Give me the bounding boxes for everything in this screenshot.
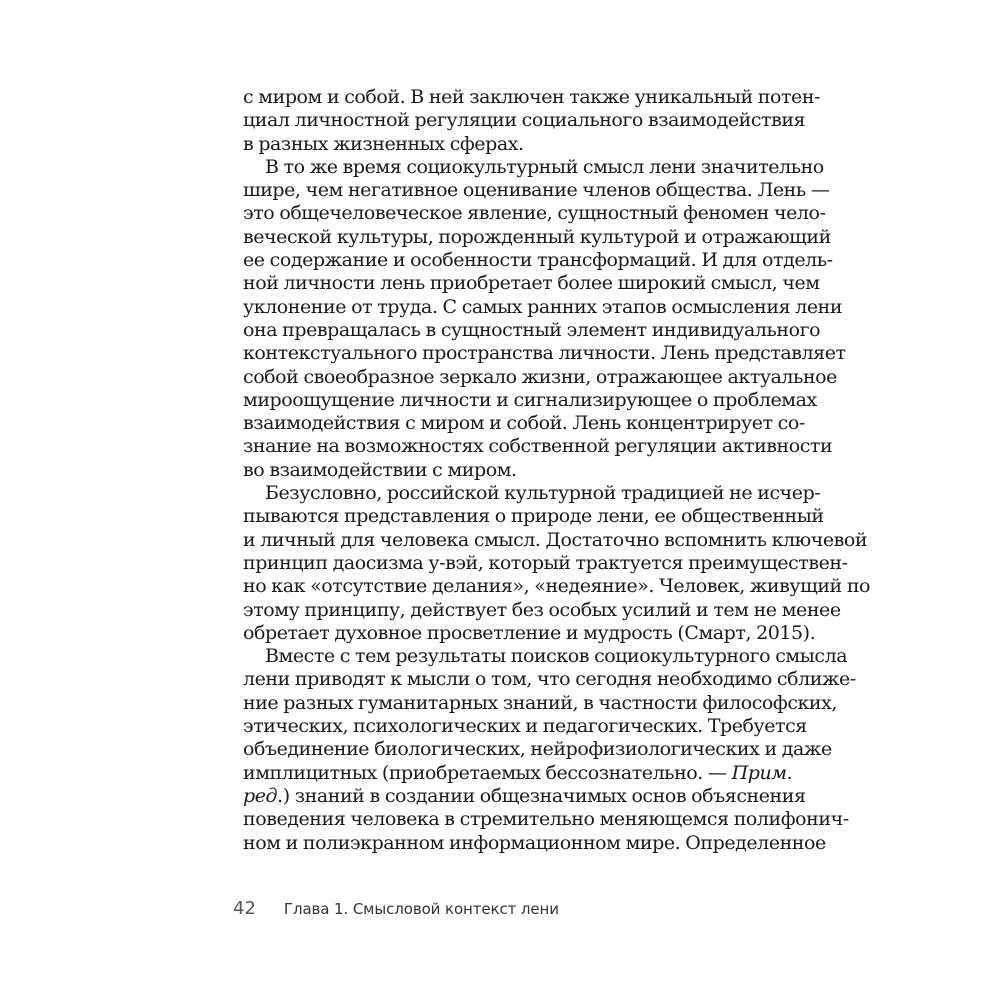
text-line: собой своеобразное зеркало жизни, отражающее актуальное: [243, 365, 837, 388]
text-line: шире, чем негативное оценивание членов общества. Лень —: [243, 179, 830, 202]
page-number: 42: [233, 898, 256, 919]
text-line: взаимодействия с миром и собой. Лень концентрирует со-: [243, 412, 805, 435]
text-line: мироощущение личности и сигнализирующее о проблемах: [243, 388, 817, 411]
text-line: уклонение от труда. С самых ранних этапов осмысления лени: [243, 295, 843, 318]
text-line: с миром и собой. В ней заключен также уникальный потен-: [243, 86, 821, 108]
text-line: ее содержание и особенности трансформаций. И для отдель-: [243, 249, 833, 272]
text-line: пываются представления о природе лени, ее общественный: [243, 505, 824, 528]
text-line: это общечеловеческое явление, сущностный феномен чело-: [243, 202, 826, 225]
text-line: во взаимодействии с миром.: [243, 458, 517, 481]
text-line: циал личностной регуляции социального взаимодействия: [243, 109, 806, 132]
editor-note: Прим.: [731, 761, 793, 784]
text-line: поведения человека в стремительно меняющемся полифонич-: [243, 808, 849, 831]
text-line: этических, психологических и педагогических. Требуется: [243, 715, 807, 738]
text-line: обретает духовное просветление и мудрость (Смарт, 2015).: [243, 621, 816, 644]
text-line: Безусловно, российской культурной традицией не исчер-: [265, 482, 821, 505]
text-line: в разных жизненных сферах.: [243, 132, 524, 155]
text-segment: .) знаний в создании общезначимых основ объяснения: [277, 784, 806, 807]
running-head: Глава 1. Смысловой контекст лени: [283, 900, 559, 918]
text-line: ние разных гуманитарных знаний, в частности философских,: [243, 691, 838, 714]
text-line: веческой культуры, порожденный культурой и отражающий: [243, 225, 831, 248]
text-line: но как «отсутствие делания», «недеяние». Человек, живущий по: [243, 575, 871, 598]
text-line: этому принципу, действует без особых усилий и тем не менее: [243, 598, 841, 621]
text-line: и личный для человека смысл. Достаточно вспомнить ключевой: [243, 528, 868, 551]
text-line: ной личности лень приобретает более широкий смысл, чем: [243, 272, 820, 295]
text-line: объединение биологических, нейрофизиологических и даже: [243, 738, 832, 761]
text-line-with-note: [243, 784, 806, 808]
text-line-with-note: [243, 761, 793, 785]
text-line: знание на возможностях собственной регуляции активности: [243, 435, 833, 458]
text-line: лени приводят к мысли о том, что сегодня необходимо сближе-: [243, 668, 856, 691]
text-line: принцип даосизма у-вэй, который трактуется преимуществен-: [243, 551, 848, 574]
text-line: она превращалась в сущностный элемент индивидуального: [243, 318, 821, 341]
body-text: [243, 86, 871, 855]
page-footer: [233, 897, 559, 921]
text-line: контекстуального пространства личности. Лень представляет: [243, 342, 846, 365]
text-segment: имплицитных (приобретаемых бессознательно. —: [243, 761, 732, 784]
text-line: Вместе с тем результаты поисков социокультурного смысла: [265, 645, 848, 668]
text-line: ном и полиэкранном информационном мире. Определенное: [243, 831, 826, 854]
text-line: В то же время социокультурный смысл лени значительно: [265, 155, 824, 178]
editor-note: ред: [243, 784, 278, 807]
